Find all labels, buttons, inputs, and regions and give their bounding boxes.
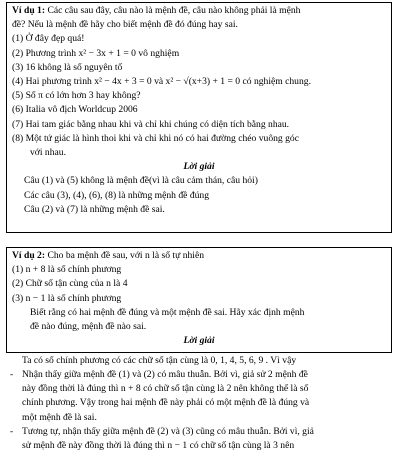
example-1-intro-line-1 xyxy=(12,4,386,18)
solution-2-bullet-1 xyxy=(10,368,392,425)
example-2-item-3: (3) n − 1 là số chính phương xyxy=(12,292,122,304)
example-1-item-7: (7) Hai tam giác bằng nhau khi và chỉ khi chúng có diện tích bằng nhau. xyxy=(12,118,290,130)
example-1-box xyxy=(6,2,392,233)
bullet-dash: - xyxy=(10,369,14,380)
example-2-intro-line xyxy=(12,249,386,263)
bullet-dash: - xyxy=(10,425,14,437)
example-1-intro-line-2: đề? Nếu là mệnh đề hãy cho biết mệnh đề đó đúng hay sai. xyxy=(12,19,238,31)
solution-2-body xyxy=(10,354,392,368)
example-2-question-line-1: Biết rằng có hai mệnh đề đúng và một mệnh đề sai. Hãy xác định mệnh xyxy=(30,306,305,318)
solution-2-bullet-2-line-1: Tương tự, nhận thấy giữa mệnh đề (2) và (3) cũng có mâu thuẫn. Bởi vì, giả xyxy=(22,425,314,437)
solution-2-bullet-1-line-1: Nhận thấy giữa mệnh đề (1) và (2) có mâu thuẫn. Bởi vì, giả sử 2 mệnh đề xyxy=(22,369,308,380)
solution-2-bullet-1-line-4: một mệnh đề là sai. xyxy=(22,411,97,423)
solution-2-intro: Ta có số chính phương có các chữ số tận cùng là 0, 1, 4, 5, 6, 9 . Vì vậy xyxy=(22,355,297,366)
solution-1-line-1: Câu (1) và (5) không là mệnh đề(vì là câu cảm thán, câu hỏi) xyxy=(24,175,258,187)
solution-2-bullets xyxy=(10,368,392,453)
example-1-item-3: (3) 16 không là số nguyên tố xyxy=(12,61,123,73)
example-2-intro-text: Cho ba mệnh đề sau, với n là số tự nhiên xyxy=(45,250,205,261)
solution-2-bullet-2-line-2: sử mệnh đề này đồng thời là đúng thì n − 1 có chữ số tận cùng là 3 nên xyxy=(22,440,295,452)
solution-1-line-3: Câu (2) và (7) là những mệnh đề sai. xyxy=(24,203,165,215)
example-2-box xyxy=(6,247,392,353)
example-1-intro-text: Các câu sau đây, câu nào là mệnh đề, câu nào không phải là mệnh xyxy=(45,5,301,16)
example-1-item-6: (6) Italia vô địch Worldcup 2006 xyxy=(12,104,138,116)
example-1-item-5: (5) Số π có lớn hơn 3 hay không? xyxy=(12,90,141,102)
solution-2-bullet-2 xyxy=(10,425,392,453)
example-1-item-2: (2) Phương trình x² − 3x + 1 = 0 vô nghiệm xyxy=(12,47,180,59)
example-2-item-1: (1) n + 8 là số chính phương xyxy=(12,264,122,276)
example-2-question-line-2: đề nào đúng, mệnh đề nào sai. xyxy=(30,321,147,333)
solution-1-title: Lời giải xyxy=(183,161,215,173)
solution-1-line-2: Các câu (3), (4), (6), (8) là những mệnh đề đúng xyxy=(24,189,210,201)
solution-2-bullet-1-line-3: chính phương. Vậy trong hai mệnh đề này phải có một mệnh đề là đúng và xyxy=(22,397,310,409)
example-1-item-8: (8) Một tứ giác là hình thoi khi và chỉ khi nó có hai đường chéo vuông góc xyxy=(12,132,299,144)
example-1-heading: Ví dụ 1: xyxy=(12,5,46,16)
solution-2-title: Lời giải xyxy=(183,335,215,347)
solution-2-bullet-1-line-2: này đồng thời là đúng thì n + 8 có chữ số tận cùng là 2 nên không thể là số xyxy=(22,383,309,395)
example-2-heading: Ví dụ 2: xyxy=(12,250,46,261)
example-1-item-8-cont: với nhau. xyxy=(30,147,66,159)
example-1-item-4: (4) Hai phương trình x² − 4x + 3 = 0 và x² − √(x+3) + 1 = 0 có nghiệm chung. xyxy=(12,76,311,88)
example-1-item-1: (1) Ở đây đẹp quá! xyxy=(12,33,85,45)
example-2-item-2: (2) Chữ số tận cùng của n là 4 xyxy=(12,278,128,290)
